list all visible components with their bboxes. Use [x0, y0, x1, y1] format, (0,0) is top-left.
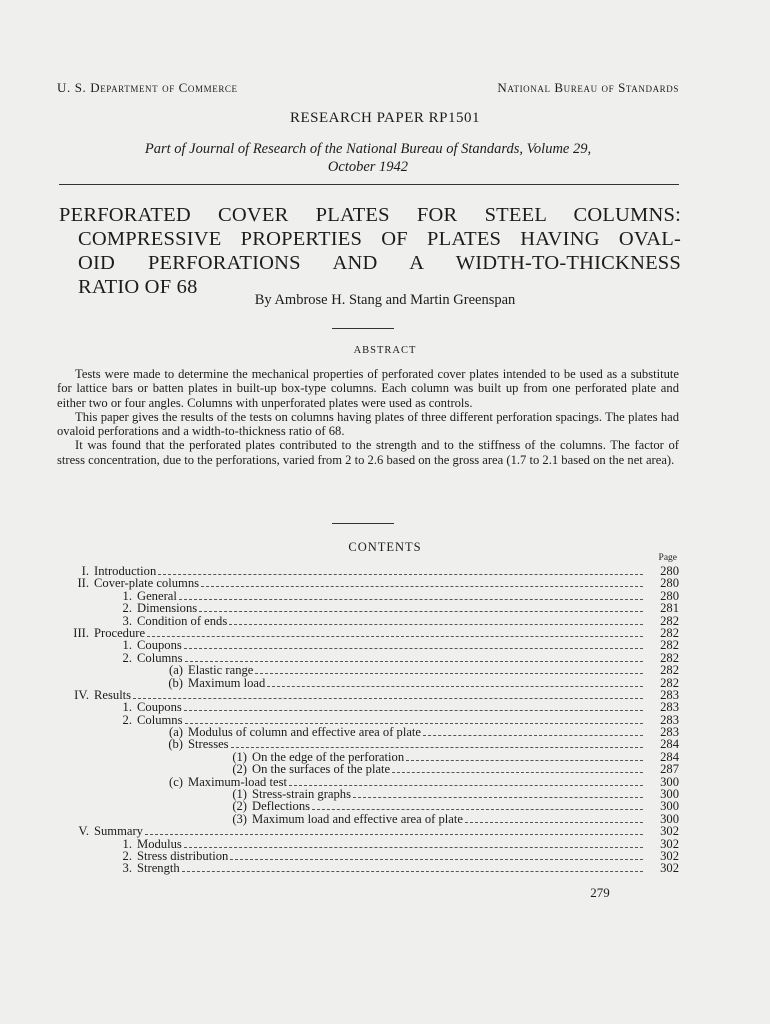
- toc-entry-title: Cover-plate columns: [94, 576, 200, 591]
- toc-entry-title: Maximum load and effective area of plate: [252, 811, 463, 826]
- author-byline: By Ambrose H. Stang and Martin Greenspan: [254, 292, 516, 308]
- journal-citation-line-1: Part of Journal of Research of the National Bureau of Standards, Volume 29,: [144, 141, 592, 157]
- toc-entry-page: 302: [660, 861, 679, 876]
- toc-leader-dashes: [185, 661, 644, 662]
- toc-leader-dashes: [465, 822, 643, 823]
- toc-entry-number: 1.: [122, 638, 132, 653]
- toc-entry: [57, 776, 679, 788]
- paper-title: [59, 203, 681, 299]
- toc-entry: [57, 788, 679, 800]
- toc-entry-number: III.: [73, 625, 89, 640]
- toc-entry-number: II.: [77, 576, 89, 591]
- toc-leader-dashes: [353, 797, 643, 798]
- toc-entry: [57, 862, 679, 874]
- toc-entry-title: Results: [94, 687, 132, 702]
- toc-leader-dashes: [158, 574, 643, 575]
- title-line-3: OID PERFORATIONS AND A WIDTH-TO-THICKNESS: [78, 252, 681, 274]
- toc-entry-page: 302: [660, 836, 679, 851]
- toc-entry-number: 3.: [122, 613, 132, 628]
- toc-entry-page: 282: [660, 613, 679, 628]
- toc-entry-title: Stress distribution: [137, 848, 229, 863]
- research-paper-number: RESEARCH PAPER RP1501: [289, 110, 480, 126]
- toc-entry: [57, 639, 679, 651]
- toc-entry-title: On the surfaces of the plate: [252, 762, 391, 777]
- abstract: [57, 367, 679, 467]
- toc-entry-page: 280: [660, 576, 679, 591]
- toc-entry-number: (1): [232, 787, 247, 802]
- toc-entry-page: 284: [660, 737, 679, 752]
- toc-entry-title: Stresses: [188, 737, 229, 752]
- toc-leader-dashes: [147, 636, 643, 637]
- toc-entry-page: 287: [660, 762, 679, 777]
- toc-entry-page: 300: [660, 811, 679, 826]
- toc-leader-dashes: [179, 599, 643, 600]
- toc-entry-number: (b): [168, 737, 183, 752]
- toc-leader-dashes: [312, 809, 643, 810]
- header-bureau: National Bureau of Standards: [497, 80, 679, 95]
- toc-leader-dashes: [230, 859, 643, 860]
- toc-entry-page: 282: [660, 675, 679, 690]
- toc-leader-dashes: [145, 834, 643, 835]
- journal-citation-line-2: October 1942: [327, 159, 409, 175]
- toc-leader-dashes: [185, 723, 644, 724]
- toc-leader-dashes: [199, 611, 643, 612]
- toc-leader-dashes: [231, 747, 643, 748]
- toc-entry-page: 302: [660, 824, 679, 839]
- toc-entry-number: 1.: [122, 700, 132, 715]
- toc-leader-dashes: [184, 710, 643, 711]
- contents-heading: CONTENTS: [348, 540, 422, 554]
- table-of-contents: [57, 565, 679, 875]
- toc-leader-dashes: [267, 686, 643, 687]
- toc-entry-page: 282: [660, 650, 679, 665]
- abstract-paragraph-1: Tests were made to determine the mechanical properties of perforated cover plates intended to be used as a substitute for lattice bars or batten plates in built-up box-type columns. Each column was built up from one perforated plate and either two or four angles. Columns with unperforated plates were used as controls.: [57, 367, 679, 410]
- toc-leader-dashes: [406, 760, 643, 761]
- toc-entry-number: 2.: [122, 650, 132, 665]
- toc-entry-page: 280: [660, 588, 679, 603]
- contents-page-label: Page: [658, 553, 677, 563]
- abstract-divider: [332, 523, 394, 524]
- byline-divider: [332, 328, 394, 329]
- header-rule: [59, 184, 679, 185]
- toc-entry-number: 2.: [122, 848, 132, 863]
- page-number: 279: [590, 885, 610, 900]
- toc-entry-title: Summary: [94, 824, 143, 839]
- toc-entry-number: (2): [232, 799, 247, 814]
- toc-entry: [57, 615, 679, 627]
- toc-entry-title: Maximum load: [188, 675, 266, 690]
- toc-leader-dashes: [423, 735, 643, 736]
- toc-entry-number: (3): [232, 811, 247, 826]
- toc-entry-page: 300: [660, 799, 679, 814]
- toc-leader-dashes: [229, 624, 643, 625]
- toc-leader-dashes: [182, 871, 643, 872]
- toc-entry-title: Coupons: [137, 700, 182, 715]
- abstract-paragraph-3: It was found that the perforated plates contributed to the strength and to the stiffness of the columns. The factor of stress concentration, due to the perforations, varied from 2 to 2.6 based on the gross area (1.7 to 2.1 based on the net area).: [57, 438, 679, 467]
- toc-entry-title: Deflections: [252, 799, 311, 814]
- toc-entry: [57, 813, 679, 825]
- toc-entry-title: Stress-strain graphs: [252, 787, 351, 802]
- toc-entry-title: Procedure: [94, 625, 146, 640]
- journal-citation: [57, 140, 679, 176]
- toc-entry-number: 1.: [122, 588, 132, 603]
- toc-leader-dashes: [184, 648, 643, 649]
- toc-entry-title: Maximum-load test: [188, 774, 287, 789]
- toc-entry-title: Modulus of column and effective area of plate: [188, 725, 422, 740]
- toc-entry-number: 1.: [122, 836, 132, 851]
- toc-entry: [57, 677, 679, 689]
- toc-entry-page: 300: [660, 787, 679, 802]
- toc-leader-dashes: [184, 847, 643, 848]
- toc-entry-number: (b): [168, 675, 183, 690]
- toc-entry: [57, 763, 679, 775]
- abstract-paragraph-2: This paper gives the results of the tests on columns having plates of three different perforation spacings. The plates had ovaloid perforations and a width-to-thickness ratio of 68.: [57, 409, 679, 439]
- toc-entry-title: Dimensions: [137, 601, 198, 616]
- toc-leader-dashes: [392, 772, 643, 773]
- toc-entry-number: (a): [169, 725, 183, 740]
- toc-entry: [57, 652, 679, 664]
- toc-entry: [57, 701, 679, 713]
- toc-entry: [57, 800, 679, 812]
- toc-entry-title: On the edge of the perforation: [252, 749, 405, 764]
- title-line-1: PERFORATED COVER PLATES FOR STEEL COLUMNS:: [59, 204, 681, 226]
- toc-entry-title: Columns: [137, 712, 183, 727]
- toc-entry-page: 283: [660, 725, 679, 740]
- toc-entry-title: Modulus: [137, 836, 182, 851]
- toc-entry: [57, 602, 679, 614]
- toc-entry-page: 282: [660, 638, 679, 653]
- toc-entry-page: 300: [660, 774, 679, 789]
- toc-entry-number: 2.: [122, 712, 132, 727]
- toc-entry-number: 2.: [122, 601, 132, 616]
- running-header: [57, 80, 679, 96]
- toc-entry-page: 281: [660, 601, 679, 616]
- title-line-4: RATIO OF 68: [78, 276, 198, 298]
- toc-entry-page: 282: [660, 663, 679, 678]
- toc-entry-page: 283: [660, 700, 679, 715]
- toc-leader-dashes: [133, 698, 643, 699]
- toc-entry: [57, 664, 679, 676]
- toc-entry-number: (2): [232, 762, 247, 777]
- toc-entry: [57, 738, 679, 750]
- toc-entry-page: 282: [660, 625, 679, 640]
- toc-entry-page: 280: [660, 564, 679, 578]
- toc-entry-title: Columns: [137, 650, 183, 665]
- toc-entry-number: (1): [232, 749, 247, 764]
- toc-entry-title: Elastic range: [188, 663, 254, 678]
- toc-entry-page: 283: [660, 687, 679, 702]
- toc-entry: [57, 825, 679, 837]
- toc-leader-dashes: [289, 785, 643, 786]
- toc-entry-page: 302: [660, 848, 679, 863]
- toc-entry-title: Strength: [137, 861, 180, 876]
- toc-entry-page: 283: [660, 712, 679, 727]
- toc-entry-title: Introduction: [94, 564, 157, 578]
- header-department: U. S. Department of Commerce: [57, 80, 238, 95]
- toc-entry-number: IV.: [74, 687, 89, 702]
- toc-leader-dashes: [201, 586, 643, 587]
- abstract-heading: ABSTRACT: [353, 345, 417, 356]
- toc-entry: [57, 726, 679, 738]
- toc-leader-dashes: [255, 673, 643, 674]
- toc-entry: [57, 577, 679, 589]
- toc-entry-title: Condition of ends: [137, 613, 228, 628]
- toc-entry-number: 3.: [122, 861, 132, 876]
- toc-entry-page: 284: [660, 749, 679, 764]
- toc-entry-number: I.: [81, 564, 89, 578]
- toc-entry-number: V.: [78, 824, 89, 839]
- toc-entry-number: (a): [169, 663, 183, 678]
- toc-entry-title: General: [137, 588, 177, 603]
- title-line-2: COMPRESSIVE PROPERTIES OF PLATES HAVING OVAL-: [78, 228, 681, 250]
- toc-entry-title: Coupons: [137, 638, 182, 653]
- toc-entry-number: (c): [169, 774, 183, 789]
